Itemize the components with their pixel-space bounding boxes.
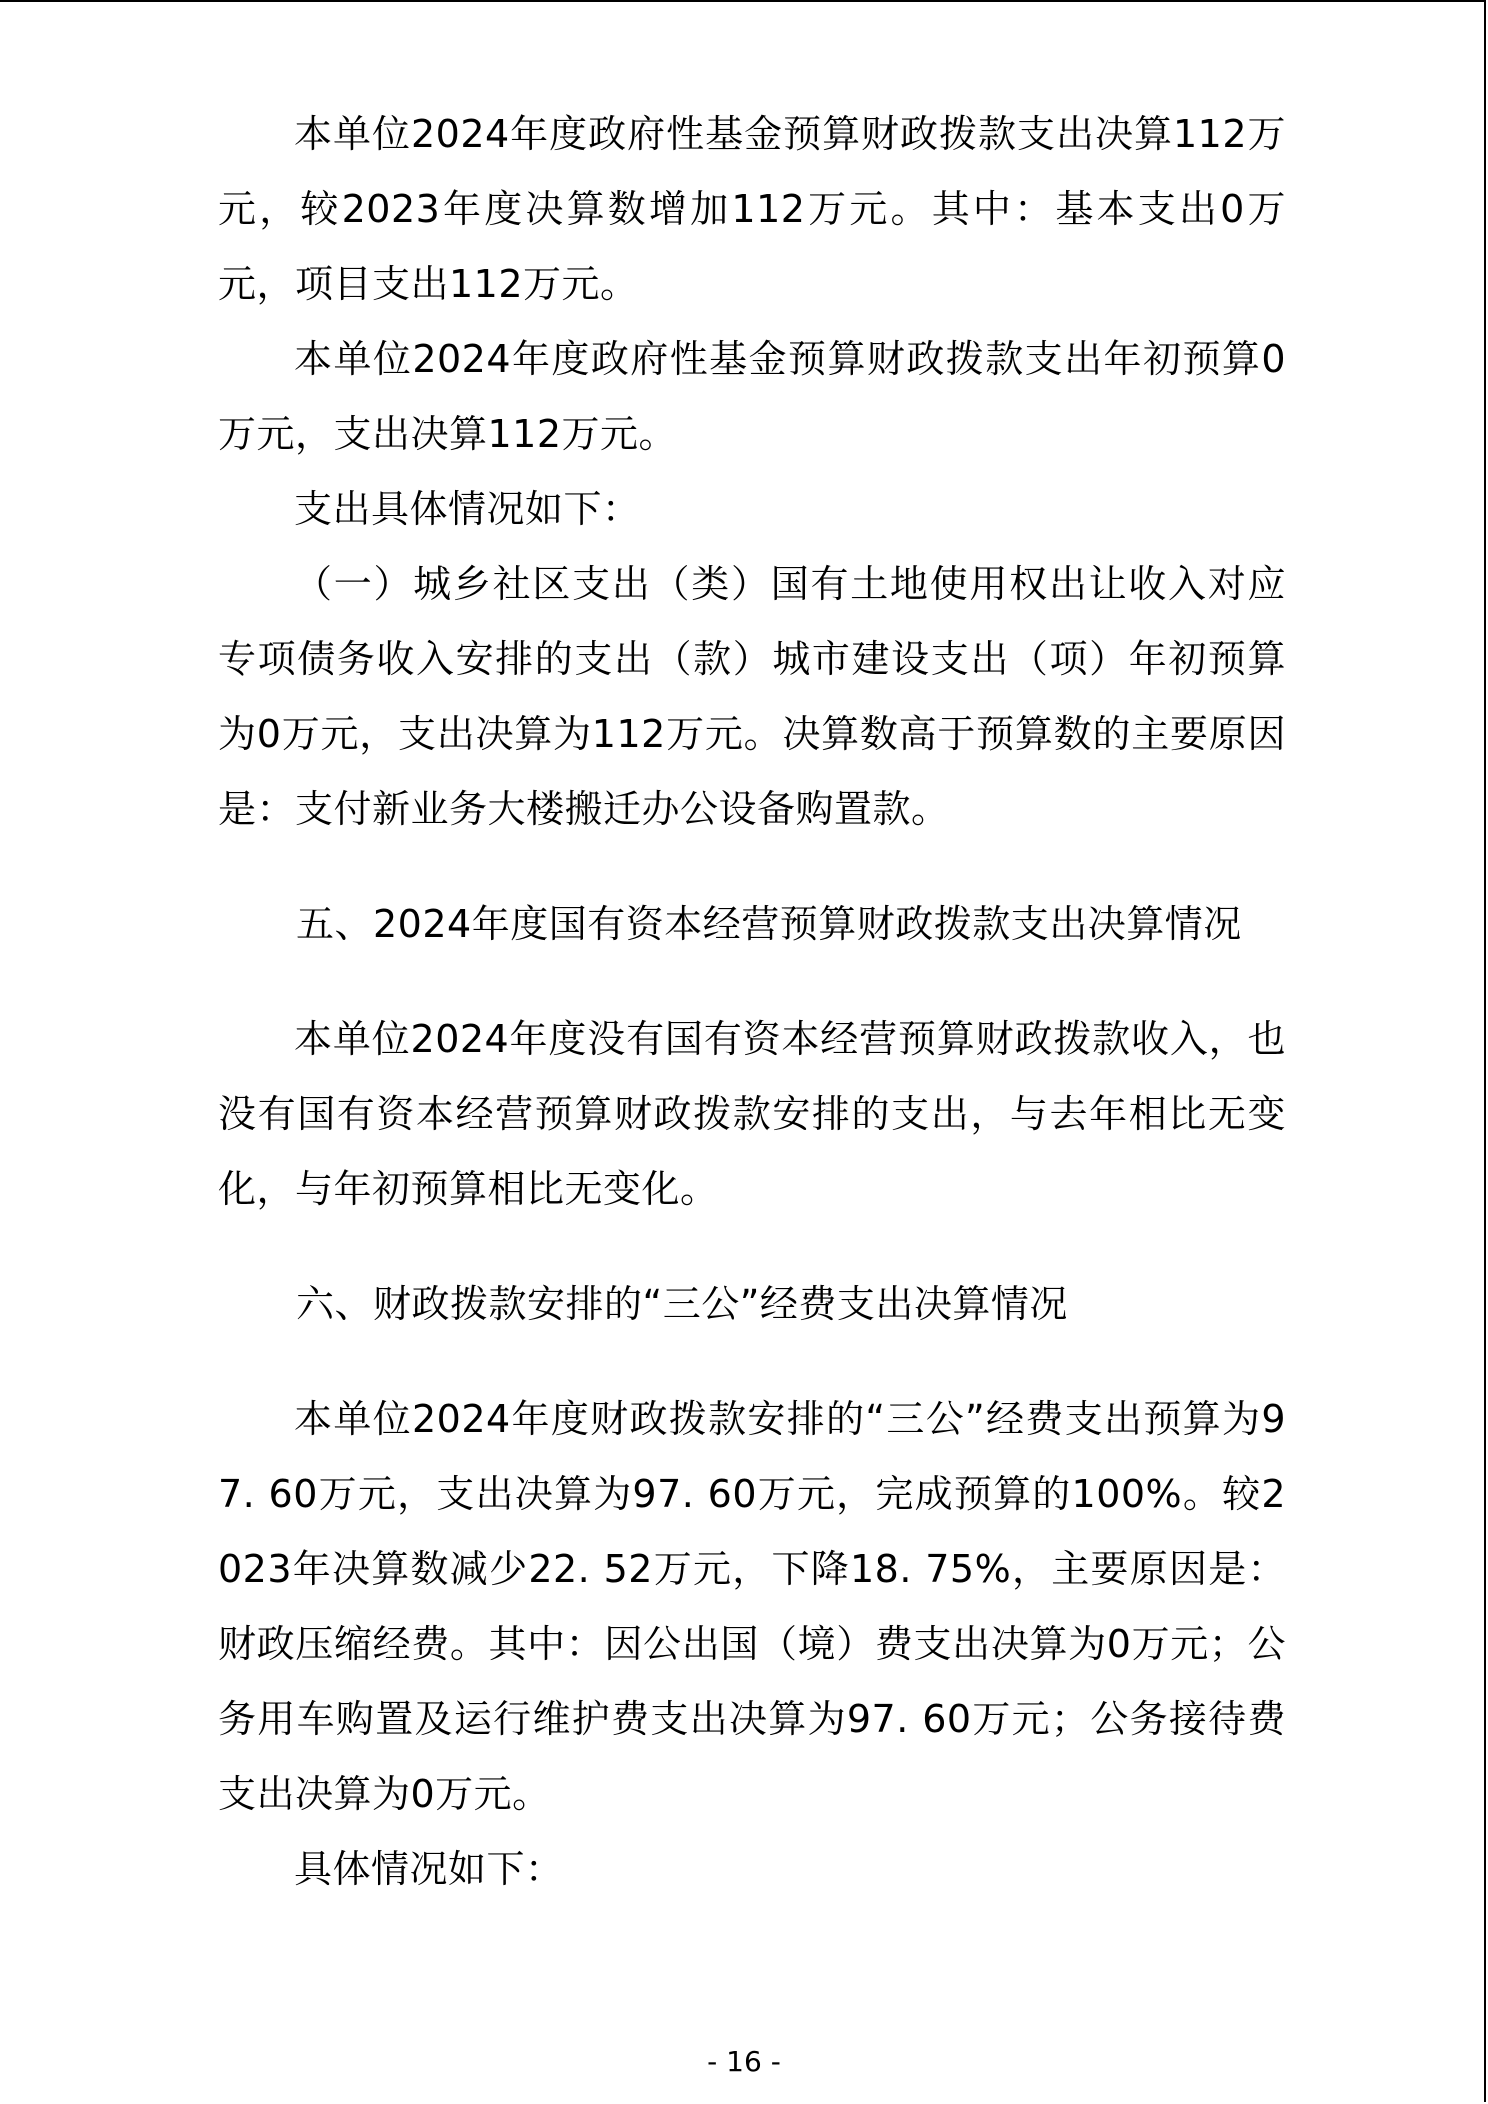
paragraph-government-fund-expenditure: 本单位2024年度政府性基金预算财政拨款支出决算112万元，较2023年度决算数增加112万元。其中：基本支出0万元，项目支出112万元。 <box>218 112 1286 306</box>
paragraph-state-capital-operation: 本单位2024年度没有国有资本经营预算财政拨款收入，也没有国有资本经营预算财政拨款安排的支出，与去年相比无变化，与年初预算相比无变化。 <box>218 1017 1286 1211</box>
paragraph-three-public-expenses: 本单位2024年度财政拨款安排的“三公”经费支出预算为97. 60万元，支出决算为97. 60万元，完成预算的100%。较2023年决算数减少22. 52万元，下降18. 75%，主要原因是：财政压缩经费。其中：因公出国（境）费支出决算为0万元；公务用车购置及运行维护费支出决算为97. 60万元；公务接待费支出决算为0万元。 <box>218 1397 1286 1816</box>
paragraph-expenditure-details-intro: 支出具体情况如下： <box>294 487 641 531</box>
document-body <box>218 97 1286 1907</box>
paragraph-urban-rural-community-expenditure: （一）城乡社区支出（类）国有土地使用权出让收入对应专项债务收入安排的支出（款）城市建设支出（项）年初预算为0万元，支出决算为112万元。决算数高于预算数的主要原因是：支付新业务大楼搬迁办公设备购置款。 <box>218 562 1286 831</box>
paragraph-specific-details-intro: 具体情况如下： <box>294 1847 564 1891</box>
section-heading-5: 五、2024年度国有资本经营预算财政拨款支出决算情况 <box>296 902 1242 946</box>
page-number: - 16 - <box>707 2045 781 2078</box>
paragraph-government-fund-budget: 本单位2024年度政府性基金预算财政拨款支出年初预算0万元，支出决算112万元。 <box>218 337 1286 456</box>
section-heading-6: 六、财政拨款安排的“三公”经费支出决算情况 <box>296 1282 1068 1326</box>
